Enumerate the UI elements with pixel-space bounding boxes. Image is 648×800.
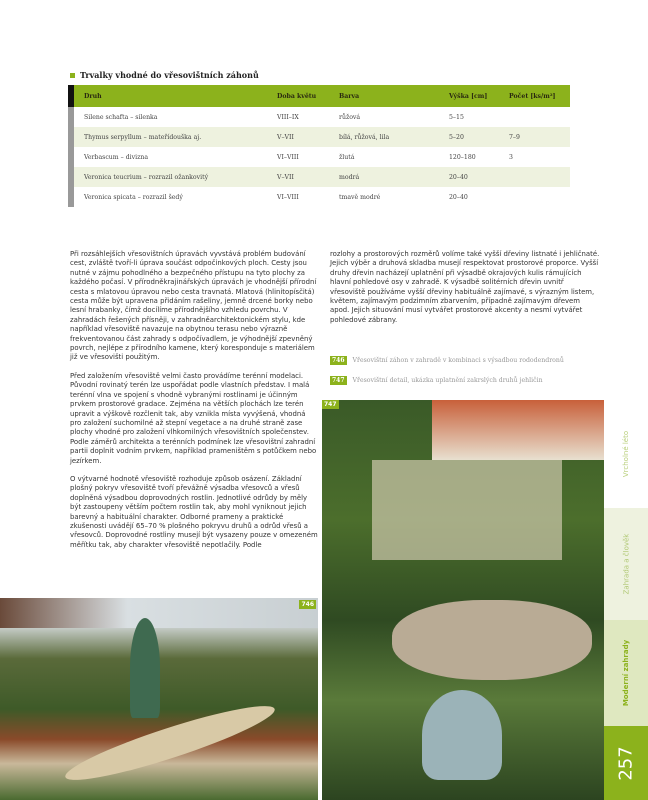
col-header: Barva [329, 85, 439, 107]
table-header-row [71, 85, 570, 107]
table-cell: VI–VIII [277, 153, 299, 161]
perennials-table [68, 85, 570, 207]
table-cell: Thymus serpyllum – mateřídouška aj. [71, 127, 267, 147]
table-row [71, 147, 570, 167]
col-header: Druh [71, 85, 267, 107]
table-cell: modrá [329, 167, 439, 187]
table-row [71, 107, 570, 127]
table-cell [499, 187, 570, 207]
table-cell: 5–20 [439, 127, 499, 147]
col-header: Výška [cm] [439, 85, 499, 107]
photo-number-badge: 746 [301, 601, 314, 608]
photo-747 [322, 400, 604, 800]
table-cell: žlutá [339, 153, 355, 161]
paragraph: Při rozsáhlejších vřesovištních úpravách vyvstává problém budování cest, zvláště tvoří-li úprava součást odpočinkových ploch. Cesty jsou nutné v zájmu pohodlného a bezpečného přístupu na tyto plochy za každého počasí. V přírodněkrajinářských úpravách je vhodnější přírodní cesta s mlatovou úpravou nebo cesta travnatá. Mlatová (hlinitopísčitá) cesta může být upravena přidáním rašeliny, jemně drcené borky nebo lesní hrabanky, čímž docílíme přírodnějšího vzhledu povrchu. V zahradách řešených přísněji, v zahradněarchitektonickém stylu, kde například vřesoviště navazuje na obytnou terasu nebo výrazně frekventovanou část zahrady s odpočívadlem, je výhodnější zpevněný povrch, nejlépe z přírodního kamene, který koresponduje s materiálem již ve vřesovišti použitým. [70, 250, 317, 362]
side-tab-moderni-zahrady[interactable] [604, 620, 648, 726]
table-row [71, 187, 570, 207]
page-number [604, 726, 648, 800]
table-cell: VI–VIII [277, 193, 299, 201]
photo-number-badge: 747 [324, 401, 337, 408]
page-number-text: 257 [615, 745, 637, 781]
table-cell: 20–40 [449, 193, 468, 201]
table-cell [499, 107, 570, 127]
table-cell: 120–180 [449, 153, 476, 161]
caption-746 [330, 356, 564, 365]
table-cell: 20–40 [439, 167, 499, 187]
side-tab-zahrada-a-clovek[interactable] [604, 508, 648, 620]
table-cell: Veronica spicata – rozrazil šedý [71, 187, 267, 207]
side-tab-label: Zahrada a člověk [622, 533, 630, 595]
text-column-right [330, 250, 600, 334]
col-header: Počet [ks/m²] [499, 85, 570, 107]
caption-text: Vřesovištní záhon v zahradě v kombinaci s výsadbou rododendronů [352, 357, 564, 364]
table-title-text: Trvalky vhodné do vřesovištních záhonů [80, 70, 259, 80]
table-cell: růžová [339, 113, 361, 121]
table-cell: 3 [509, 153, 513, 161]
table-cell: 5–15 [449, 113, 464, 121]
caption-number: 747 [332, 377, 345, 384]
caption-number: 746 [332, 357, 345, 364]
caption-747 [330, 376, 543, 385]
paragraph: Před založením vřesoviště velmi často provádíme terénní modelaci. Původní rovinatý terén lze uspořádat podle vlastních představ. I malá terénní vlna ve spojení s vhodně vybranými rostlinami je účinným prvkem prostorové gradace. Zejména na větších plochách lze terén upravit a výškově rozčlenit tak, aby vznikla místa vyvýšená, vhodná pro založení suchomilné až stepní vegetace a na druhé straně zase plochy vhodné pro založení vlhkomilných vřesovištních společenstev. Podle záměrů architekta a terénních podmínek lze vřesovištní zahradní partii doplnit vodním prvkem, například prameništěm s potůčkem nebo jezírkem. [70, 371, 317, 465]
col-header: Doba květu [267, 85, 329, 107]
table-cell: V–VII [267, 127, 329, 147]
paragraph: O výtvarné hodnotě vřesoviště rozhoduje způsob osázení. Základní plošný pokryv vřesoviště tvoří převážně výsadba vřesovců a vřesů doplněná výsadbou doprovodných rostlin. Jednotlivé odrůdy by měly být zastoupeny větším počtem rostlin tak, aby mohl vyniknout jejich barevný a habituální charakter. Odborné prameny a praktické zkušenosti uvádějí 65–70 % plošného pokryvu druhů a odrůd vřesů a vřesovců. Doprovodné rostliny musejí být vysazeny pouze v omezeném měřítku tak, aby charakter vřesoviště nepotlačily. Podle [70, 474, 318, 549]
table-cell: VIII–IX [277, 113, 299, 121]
table-cell [499, 167, 570, 187]
table-cell: tmavě modré [339, 193, 381, 201]
table-row [71, 167, 570, 187]
bullet-square-icon [70, 73, 75, 78]
paragraph: rozlohy a prostorových rozměrů volíme také vyšší dřeviny listnaté i jehličnaté. Jejich výběr a druhová skladba musejí respektovat prostorové proporce. Vyšší druhy dřevin nacházejí uplatnění při výsadbě okrajových kulis rámujících hlavní pohledové osy v zahradě. K výsadbě solitérních dřevin uvnitř vřesoviště používáme vyšší dřeviny habituálně zajímavé, s výrazným listem, květem, zajímavým podzimním zbarvením, případně zajímavým dřevem apod. Jejich situování musí vytvářet prostorové akcenty a nesmí vytvářet pohledové zábrany. [330, 250, 600, 324]
table-title [70, 70, 259, 80]
side-tab-label: Moderní zahrady [622, 639, 630, 707]
side-tab-vrcholne-leto[interactable] [604, 400, 648, 508]
text-column-left [70, 250, 318, 559]
photo-746 [0, 598, 318, 800]
table-row [71, 127, 570, 147]
table-cell: V–VII [267, 167, 329, 187]
table-cell: 7–9 [499, 127, 570, 147]
table-cell: Veronica teucrium – rozrazil ožankovitý [71, 167, 267, 187]
side-tab-label: Vrcholné léto [622, 430, 630, 478]
caption-text: Vřesovištní detail, ukázka uplatnění zakrslých druhů jehličin [352, 377, 543, 384]
table-cell: bílá, růžová, lila [329, 127, 439, 147]
table-cell: Silene schafta – silenka [71, 107, 267, 127]
table-cell: Verbascum – divizna [71, 147, 267, 167]
